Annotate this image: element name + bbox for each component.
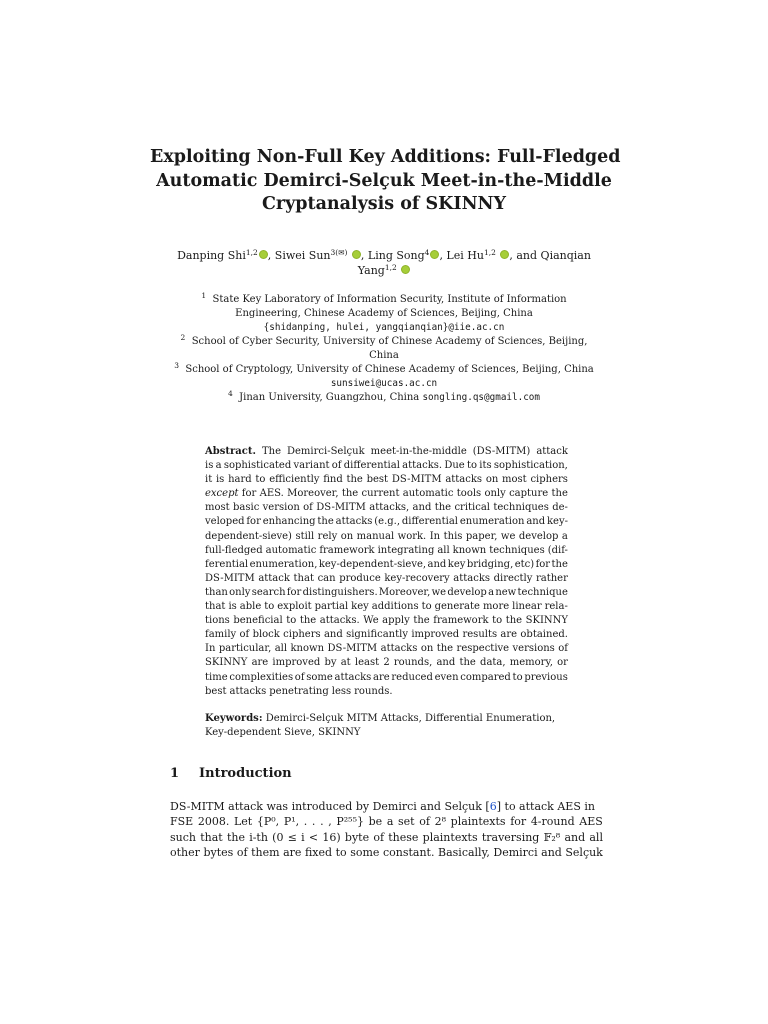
abstract-line: tions beneficial to the attacks. We apply the framework to the SKINNY [205,615,568,627]
body-line: DS-MITM attack was introduced by Demirci and Selçuk [6] to attack AES in [170,800,595,813]
title-line: Automatic Demirci-Selçuk Meet-in-the-Middle [156,170,612,191]
author-name: Yang [357,263,385,277]
affiliation-line: Engineering, Chinese Academy of Sciences, Beijing, China [235,308,533,319]
title-line: Exploiting Non-Full Key Additions: Full-Fledged [150,147,621,167]
paper-title [150,146,621,217]
orcid-icon[interactable] [401,265,410,274]
affiliation-line: China [369,350,399,361]
body-line: FSE 2008. Let {P⁰, P¹, . . . , P²⁵⁵} be a set of 2⁸ plaintexts for 4-round AES [170,815,603,829]
orcid-icon[interactable] [352,250,361,259]
abstract-line: family of block ciphers and significantly improved results are obtained. [205,629,568,641]
affiliations [150,293,618,405]
abstract-line: dependent-sieve) still rely on manual work. In this paper, we develop a [205,530,568,542]
affiliation-line: $^1$ State Key Laboratory of Information Security, Institute of Information [201,291,567,305]
abstract-line: ferential enumeration, key-dependent-sieve, and key bridging, etc) for the [205,558,568,570]
author-name: Danping Shi [177,249,246,262]
abstract-line: than only search for distinguishers. Moreover, we develop a new technique [205,586,568,598]
abstract-line: is a sophisticated variant of differential attacks. Due to its sophistication, [205,460,568,472]
author-line: Yang$^{1,2}$ [150,264,618,279]
affiliation-email[interactable]: {shidanping, hulei, yangqianqian}@iie.ac.cn [263,322,505,333]
section-heading [170,766,292,781]
keywords-label: Keywords: [205,713,263,724]
affiliation-email[interactable]: songling.qs@gmail.com [422,392,540,403]
keywords-text: Demirci-Selçuk MITM Attacks, Differential Enumeration, [265,713,556,724]
abstract-line: DS-MITM attack that can produce key-recovery attacks directly rather [205,572,568,584]
citation-link[interactable]: 6 [489,800,497,813]
abstract-line: time complexities of some attacks are reduced even compared to previous [205,671,568,683]
author-name: , Lei Hu [439,249,484,262]
affiliation-line: $^3$ School of Cryptology, University of Chinese Academy of Sciences, Beijing, China [174,361,594,375]
orcid-icon[interactable] [259,250,268,259]
affiliation-line: $^4$ Jinan University, Guangzhou, China songling.qs@gmail.com [228,389,540,403]
body-text [170,799,603,861]
abstract [205,445,568,699]
abstract-line: full-fledged automatic framework integrating all known techniques (dif- [205,544,568,556]
abstract-line: that is able to exploit partial key additions to generate more linear rela- [205,601,568,613]
abstract-line: most basic version of DS-MITM attacks, and the critical techniques de- [205,502,568,514]
abstract-line: except for AES. Moreover, the current automatic tools only capture the [205,488,568,500]
body-line: other bytes of them are fixed to some constant. Basically, Demirci and Selçuk [170,846,603,860]
abstract-label: Abstract. [205,446,256,457]
author-list [150,249,618,278]
keywords-text: Key-dependent Sieve, SKINNY [205,727,361,739]
abstract-line: it is hard to efficiently find the best DS-MITM attacks on most ciphers [205,474,568,486]
abstract-line: veloped for enhancing the attacks (e.g., differential enumeration and key- [205,516,568,528]
author-line: Danping Shi$^{1,2}$ , Siwei Sun$^{3(✉)}$ , Ling Song$^4$ , Lei Hu$^{1,2}$ , and Qianqian [177,248,591,262]
abstract-line: SKINNY are improved by at least 2 rounds, and the data, memory, or [205,657,568,669]
abstract-line: Abstract. The Demirci-Selçuk meet-in-the-middle (DS-MITM) attack [205,445,568,459]
affiliation-email[interactable]: sunsiwei@ucas.ac.cn [330,378,438,389]
abstract-line: best attacks penetrating less rounds. [205,685,393,697]
affiliation-line: $^2$ School of Cyber Security, University of Chinese Academy of Sciences, Beijing, [180,333,588,347]
section-title: Introduction [199,766,292,781]
title-line: Cryptanalysis of SKINNY [261,194,507,214]
author-name: , Ling Song [360,249,425,262]
author-name: , and Qianqian [509,249,591,262]
body-line: such that the i-th (0 ≤ i < 16) byte of these plaintexts traversing 𝔽₂⁸ and all [170,830,603,844]
author-name: , Siwei Sun [267,249,331,262]
keywords [205,712,568,740]
abstract-line: In particular, all known DS-MITM attacks on the respective versions of [205,643,568,655]
section-number: 1 [170,766,180,781]
